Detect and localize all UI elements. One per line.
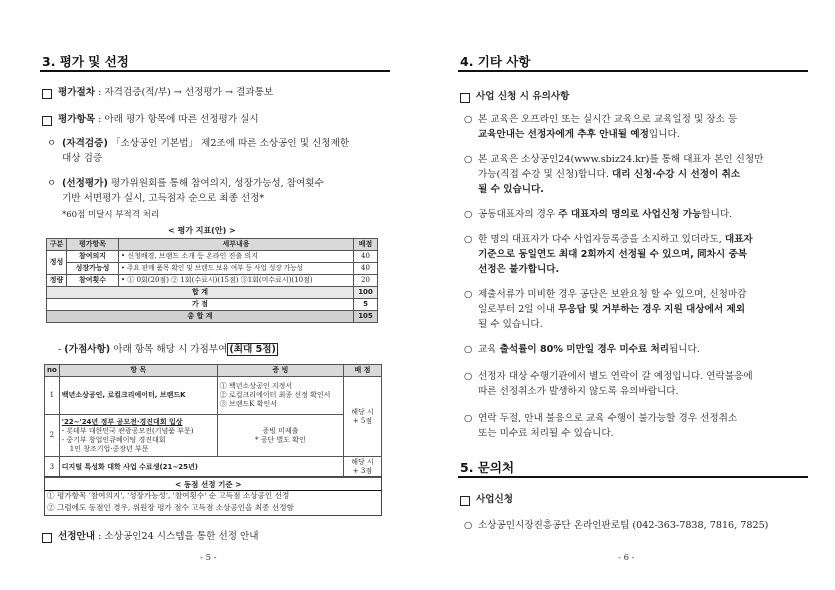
- table-cell: • 주요 판매 품목 확인 및 브랜드 보유 여부 등 사업 성장 가능성: [119, 263, 354, 275]
- footnote: *60점 미달시 부적격 처리: [62, 210, 160, 220]
- note-line: 일로부터 2일 이내 무응답 및 거부하는 경우 지원 대상에서 제외: [478, 304, 745, 315]
- evidence-line: * 공단 별도 확인: [255, 435, 306, 444]
- tie-breaker-box: [44, 476, 382, 516]
- note-line: 될 수 있습니다.: [478, 319, 543, 330]
- table-header: 항 목: [59, 365, 217, 377]
- selection-line-2: 기반 서면평가 실시, 고득점자 순으로 최종 선정*: [62, 193, 265, 204]
- table-cell: 3: [45, 457, 60, 478]
- bullet-icon: ○: [464, 371, 473, 382]
- table-header: no: [45, 365, 60, 377]
- table-cell: 디지털 특성화 대학 사업 수료생(21~25년): [59, 457, 343, 478]
- evidence-line: ① 백년소상공인 지정서: [219, 382, 293, 390]
- table-total-cell: 105: [354, 311, 378, 323]
- table-header: 배점: [354, 239, 378, 251]
- bullet-icon: ○: [464, 289, 473, 300]
- page-6: [418, 0, 835, 590]
- table-bonus-cell: 5: [354, 299, 378, 311]
- table-cell: [59, 415, 217, 457]
- bonus-table: [44, 364, 382, 478]
- bullet-icon: ○: [464, 520, 473, 531]
- table-cell: 해당 시 + 3점: [344, 457, 382, 478]
- table-cell: 2: [45, 415, 60, 457]
- table-cell: [217, 377, 343, 415]
- section-title: 3. 평가 및 선정: [42, 54, 129, 69]
- evidence-line: 증빙 미제출: [262, 426, 299, 435]
- table-cell: 20: [354, 275, 378, 287]
- evaluation-table: [46, 238, 378, 323]
- section-title: 4. 기타 사항: [460, 54, 531, 69]
- item-line: - 롯데부 대한민국 관광공모전(기념품 부문): [61, 426, 194, 435]
- table-header: 평가항목: [67, 239, 119, 251]
- table-cell: • ① 0회(20점) ② 1회(수료시)(15점) ③1회(미수료시)(10점): [119, 275, 354, 287]
- tie-rule-1: ① 평가항목 '참여의지', '성장가능성', '참여횟수' 순 고득점 소상공인 선정: [47, 491, 290, 500]
- table-cell: 백년소상공인, 로컬크리에이터, 브랜드K: [59, 377, 217, 415]
- table-sum-cell: 100: [354, 287, 378, 299]
- note-line: 공동대표자의 경우 주 대표자의 명의로 사업신청 가능합니다.: [478, 209, 733, 220]
- table-title: < 평가 지표(안) >: [168, 226, 236, 235]
- note-line: 기준으로 동일연도 최대 2회까지 선정될 수 있으며, 同차시 중복: [478, 249, 748, 260]
- bullet-icon: ㅇ: [47, 138, 57, 149]
- item-line: - 중기부 창업인큐베이팅 경진대회: [61, 435, 166, 444]
- note-line: 교육 출석률이 80% 미만일 경우 미수료 처리됩니다.: [478, 344, 700, 355]
- note-line: 제출서류가 미비한 경우 공단은 보완요청 할 수 있으며, 신청마감: [478, 289, 747, 300]
- item-title: '22~'24년 정부 공모전·경진대회 입상: [61, 417, 183, 426]
- note-line: 선정자 대상 수행기관에서 별도 연락이 갈 예정입니다. 연락불응에: [478, 371, 753, 382]
- evidence-line: ③ 브랜드K 확인서: [219, 400, 278, 408]
- table-header: 세부내용: [119, 239, 354, 251]
- checkbox-square-icon: [42, 116, 52, 126]
- selection-notice: 선정안내 : 소상공인24 시스템을 통한 선정 안내: [58, 531, 259, 542]
- table-cell: [217, 415, 343, 457]
- table-cell: 1: [45, 377, 60, 415]
- bullet-icon: ○: [464, 344, 473, 355]
- note-line: 교육안내는 선정자에게 추후 안내될 예정입니다.: [478, 129, 680, 140]
- table-cell: 40: [354, 251, 378, 263]
- checkbox-square-icon: [460, 496, 470, 506]
- page-number: - 6 -: [618, 553, 635, 563]
- note-line: 될 수 있습니다.: [478, 184, 544, 195]
- bullet-icon: ○: [464, 209, 473, 220]
- evidence-line: ② 로컬크리에이터 최종 선정 확인서: [219, 391, 331, 399]
- contact-line: 소상공인시장진흥공단 온라인판로팀 (042-363-7838, 7816, 7825): [478, 520, 769, 531]
- table-header: 배 점: [344, 365, 382, 377]
- note-line: 본 교육은 소상공인24(www.sbiz24.kr)를 통해 대표자 본인 신청만: [478, 154, 764, 165]
- table-header: 증 빙: [217, 365, 343, 377]
- checkbox-square-icon: [42, 533, 52, 543]
- note-line: 연락 두절, 안내 불응으로 교육 수행이 불가능할 경우 선정취소: [478, 413, 738, 424]
- table-cell: 성장가능성: [67, 263, 119, 275]
- table-cell: 정성: [47, 251, 67, 275]
- table-header: 구분: [47, 239, 67, 251]
- bonus-line: - (가점사항) 아래 항목 해당 시 가점부여 (최대 5점): [58, 344, 276, 355]
- checkbox-square-icon: [460, 93, 470, 103]
- note-line: 한 명의 대표자가 다수 사업자등록증을 소지하고 있더라도, 대표자: [478, 234, 753, 245]
- section-rule: [40, 70, 390, 72]
- note-line: 본 교육은 오프라인 또는 실시간 교육으로 교육일정 및 장소 등: [478, 114, 738, 125]
- selection-line: (선정평가) 평가위원회를 통해 참여의지, 성장가능성, 참여횟수: [62, 178, 324, 189]
- section-title: 5. 문의처: [460, 460, 515, 475]
- tie-rule-2: ② 그럼에도 동점인 경우, 위원장 평가 점수 고득점 소상공인을 최종 선정함: [47, 503, 294, 512]
- qualification-line: (자격검증) 「소상공인 기본법」 제2조에 따른 소상공인 및 신청제한: [62, 138, 350, 149]
- item-line: 1인 창조기업·중장년 부문: [69, 444, 149, 453]
- table-cell: 정량: [47, 275, 67, 287]
- table-bonus-cell: 가 점: [47, 299, 354, 311]
- qualification-line-2: 대상 검증: [62, 153, 103, 164]
- sub-title: 사업 신청 시 유의사항: [476, 91, 570, 102]
- note-line: 가능(직접 수강 및 신청)합니다. 대리 신청·수강 시 선정이 취소: [478, 169, 741, 180]
- eval-items: 평가항목 : 아래 평가 항목에 따른 선정평가 실시: [58, 114, 259, 125]
- bullet-icon: ○: [464, 234, 473, 245]
- eval-procedure: 평가절차 : 자격검증(적/부) → 선정평가 → 결과통보: [58, 87, 274, 98]
- bullet-icon: ○: [464, 154, 473, 165]
- section-rule: [458, 70, 808, 72]
- note-line: 따른 선정취소가 발생하지 않도록 유의바랍니다.: [478, 386, 679, 397]
- note-line: 또는 미수료 처리될 수 있습니다.: [478, 428, 614, 439]
- note-line: 선정은 불가합니다.: [478, 264, 560, 275]
- bullet-icon: ○: [464, 413, 473, 424]
- sub-title: 사업신청: [476, 494, 514, 505]
- table-total-cell: 총 합 계: [47, 311, 354, 323]
- table-cell: 참여횟수: [67, 275, 119, 287]
- bullet-icon: ○: [464, 114, 473, 125]
- table-cell: • 신청배경, 브랜드 소개 등 온라인 진출 의지: [119, 251, 354, 263]
- tie-title: < 동점 선정 기준 >: [175, 480, 242, 489]
- table-cell: 해당 시 + 5점: [344, 377, 382, 457]
- table-cell: 40: [354, 263, 378, 275]
- table-cell: 참여의지: [67, 251, 119, 263]
- page-number: - 5 -: [200, 553, 217, 563]
- checkbox-square-icon: [42, 89, 52, 99]
- section-rule: [458, 476, 808, 478]
- table-sum-cell: 합 계: [47, 287, 354, 299]
- bullet-icon: ㅇ: [47, 178, 57, 189]
